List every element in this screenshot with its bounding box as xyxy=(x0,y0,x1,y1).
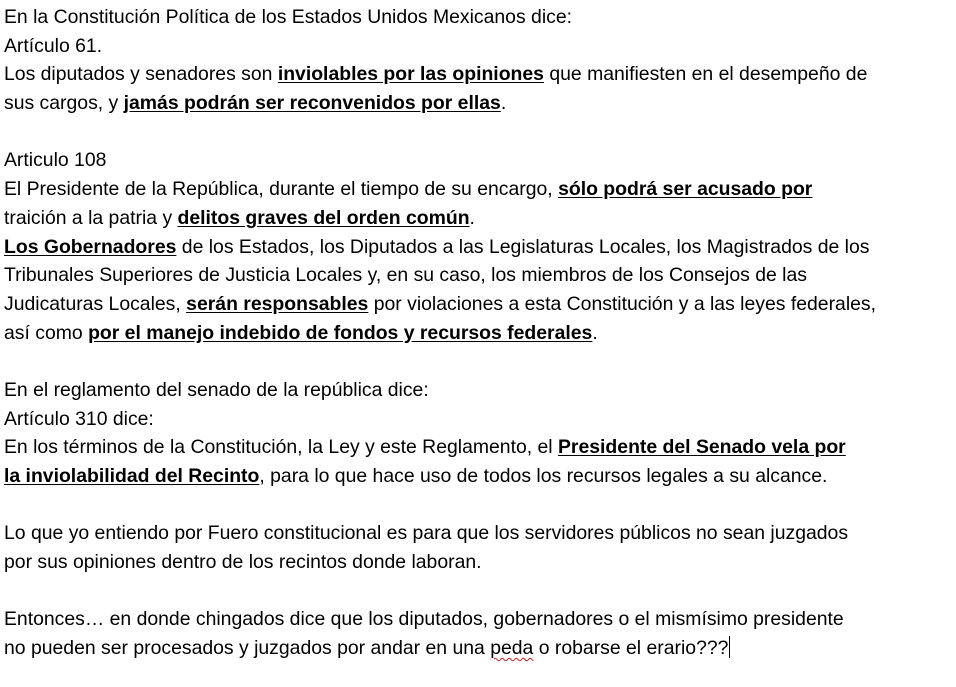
text-run: . xyxy=(592,321,598,344)
article-61-line-1 xyxy=(4,60,952,89)
article-108-line-2 xyxy=(4,204,952,233)
article-108-line-4: Tribunales Superiores de Justicia Locales y, en su caso, los miembros de los Consejos de las xyxy=(4,264,807,287)
text-run: no pueden ser procesados y juzgados por andar en una xyxy=(4,637,491,660)
emphasis-run: delitos graves del orden común xyxy=(177,206,470,229)
text-run: de los Estados, los Diputados a las Legislaturas Locales, los Magistrados de los xyxy=(176,235,870,258)
opinion-line-1: Lo que yo entiendo por Fuero constitucional es para que los servidores públicos no sean juzgados xyxy=(4,522,849,545)
text-run: sus cargos, y xyxy=(4,92,124,115)
text-run: así como xyxy=(4,321,89,344)
text-run: . xyxy=(469,206,475,229)
closing-line-1: Entonces… en donde chingados dice que los diputados, gobernadores o el mismísimo presidente xyxy=(4,608,844,631)
text-run: Judicaturas Locales, xyxy=(4,292,187,315)
closing-line-2 xyxy=(4,634,952,663)
blank-line xyxy=(4,118,952,147)
article-108-line-6 xyxy=(4,319,952,348)
spellcheck-flagged-word[interactable]: peda xyxy=(490,637,534,660)
text-run: El Presidente de la República, durante el tiempo de su encargo, xyxy=(4,178,559,201)
text-run: Los diputados y senadores son xyxy=(4,63,278,86)
text-run: o robarse el erario??? xyxy=(533,637,729,660)
emphasis-run: sólo podrá ser acusado por xyxy=(558,178,813,201)
intro-line: En la Constitución Política de los Estados Unidos Mexicanos dice: xyxy=(4,6,573,28)
blank-line xyxy=(4,347,952,376)
article-108-line-1 xyxy=(4,175,952,204)
article-310-heading: Artículo 310 dice: xyxy=(4,407,154,430)
text-run: traición a la patria y xyxy=(4,206,178,229)
senado-intro-line: En el reglamento del senado de la república dice: xyxy=(4,378,429,401)
emphasis-run: jamás podrán ser reconvenidos por ellas xyxy=(123,92,501,115)
article-108-line-3 xyxy=(4,233,952,262)
emphasis-run: inviolables por las opiniones xyxy=(277,63,544,86)
text-run: . xyxy=(500,92,507,115)
article-61-heading: Artículo 61. xyxy=(4,34,103,57)
emphasis-run: serán responsables xyxy=(186,292,369,315)
blank-line xyxy=(4,491,952,520)
opinion-line-2: por sus opiniones dentro de los recintos donde laboran. xyxy=(4,551,482,574)
article-108-line-5 xyxy=(4,290,952,319)
document-body[interactable] xyxy=(4,3,952,663)
emphasis-run: Presidente del Senado vela por xyxy=(558,436,846,459)
blank-line xyxy=(4,577,952,606)
emphasis-run: Los Gobernadores xyxy=(4,235,177,258)
article-108-heading: Articulo 108 xyxy=(4,149,107,172)
article-310-line-2 xyxy=(4,462,952,491)
text-run: que manifiesten en el desempeño de xyxy=(543,63,868,86)
text-run: , para lo que hace uso de todos los recursos legales a su alcance. xyxy=(259,465,828,487)
article-310-line-1 xyxy=(4,433,952,462)
text-cursor xyxy=(729,636,730,658)
article-61-line-2 xyxy=(4,89,952,118)
emphasis-run: por el manejo indebido de fondos y recursos federales xyxy=(88,321,593,344)
text-run: por violaciones a esta Constitución y a las leyes federales, xyxy=(368,292,876,315)
emphasis-run: la inviolabilidad del Recinto xyxy=(4,465,260,487)
text-run: En los términos de la Constitución, la Ley y este Reglamento, el xyxy=(4,436,558,459)
